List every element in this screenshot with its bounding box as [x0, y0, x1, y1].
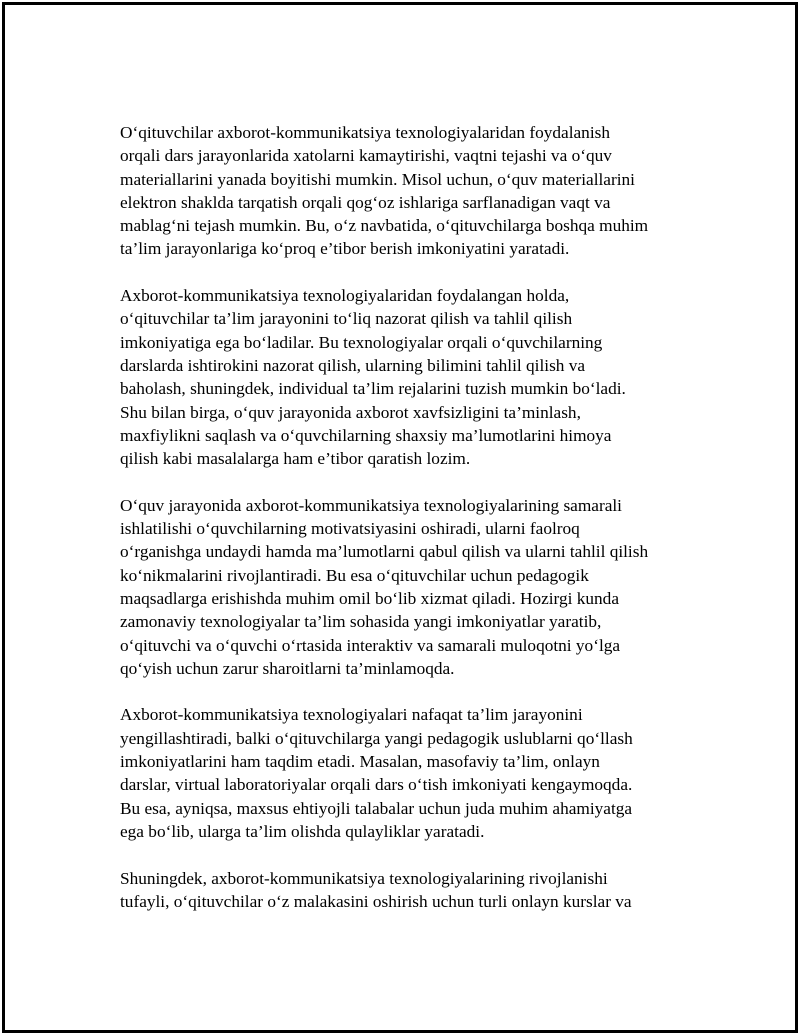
- paragraph-line: ega bo‘lib, ularga ta’lim olishda qulayliklar yaratadi.: [120, 821, 485, 841]
- paragraph-line: qo‘yish uchun zarur sharoitlarni ta’minlamoqda.: [120, 658, 455, 678]
- paragraph-line: darslarda ishtirokini nazorat qilish, ularning bilimini tahlil qilish va: [120, 355, 586, 375]
- paragraph-3: [120, 494, 700, 680]
- paragraph-5: [120, 867, 700, 914]
- paragraph-line: Axborot-kommunikatsiya texnologiyalaridan foydalangan holda,: [120, 286, 570, 306]
- paragraph-line: Shuningdek, axborot-kommunikatsiya texnologiyalarining rivojlanishi: [120, 868, 608, 888]
- paragraph-line: yengillashtiradi, balki o‘qituvchilarga yangi pedagogik uslublarni qo‘llash: [120, 728, 633, 748]
- paragraph-line: ko‘nikmalarini rivojlantiradi. Bu esa o‘qituvchilar uchun pedagogik: [120, 565, 589, 585]
- paragraph-line: maqsadlarga erishishda muhim omil bo‘lib xizmat qiladi. Hozirgi kunda: [120, 588, 619, 608]
- page-frame: [2, 2, 798, 1033]
- paragraph-line: ta’lim jarayonlariga ko‘proq e’tibor berish imkoniyatini yaratadi.: [120, 239, 570, 259]
- paragraph-line: Axborot-kommunikatsiya texnologiyalari nafaqat ta’lim jarayonini: [120, 705, 583, 725]
- paragraph-line: O‘qituvchilar axborot-kommunikatsiya texnologiyalaridan foydalanish: [120, 123, 610, 142]
- paragraph-2: [120, 284, 700, 470]
- paragraph-line: maxfiylikni saqlash va o‘quvchilarning shaxsiy ma’lumotlarini himoya: [120, 425, 612, 445]
- paragraph-line: o‘qituvchi va o‘quvchi o‘rtasida interaktiv va samarali muloqotni yo‘lga: [120, 635, 621, 655]
- paragraph-line: darslar, virtual laboratoriyalar orqali dars o‘tish imkoniyati kengaymoqda.: [120, 775, 633, 795]
- paragraph-line: imkoniyatiga ega bo‘ladilar. Bu texnologiyalar orqali o‘quvchilarning: [120, 332, 603, 352]
- paragraph-1: [120, 121, 700, 261]
- paragraph-line: orqali dars jarayonlarida xatolarni kamaytirishi, vaqtni tejashi va o‘quv: [120, 146, 612, 166]
- paragraph-line: Bu esa, ayniqsa, maxsus ehtiyojli talabalar uchun juda muhim ahamiyatga: [120, 798, 633, 818]
- paragraph-line: O‘quv jarayonida axborot-kommunikatsiya texnologiyalarining samarali: [120, 495, 622, 515]
- paragraph-line: elektron shaklda tarqatish orqali qog‘oz ishlariga sarflanadigan vaqt va: [120, 192, 611, 212]
- paragraph-line: materiallarini yanada boyitishi mumkin. Misol uchun, o‘quv materiallarini: [120, 169, 635, 189]
- paragraph-4: [120, 703, 700, 843]
- paragraph-line: qilish kabi masalalarga ham e’tibor qaratish lozim.: [120, 449, 471, 469]
- paragraph-line: mablag‘ni tejash mumkin. Bu, o‘z navbatida, o‘qituvchilarga boshqa muhim: [120, 216, 649, 236]
- paragraph-line: ishlatilishi o‘quvchilarning motivatsiyasini oshiradi, ularni faolroq: [120, 519, 580, 539]
- paragraph-line: zamonaviy texnologiyalar ta’lim sohasida yangi imkoniyatlar yaratib,: [120, 612, 602, 632]
- paragraph-line: tufayli, o‘qituvchilar o‘z malakasini oshirish uchun turli onlayn kurslar va: [120, 891, 632, 911]
- paragraph-line: Shu bilan birga, o‘quv jarayonida axborot xavfsizligini ta’minlash,: [120, 402, 581, 422]
- paragraph-line: o‘rganishga undaydi hamda ma’lumotlarni qabul qilish va ularni tahlil qilish: [120, 542, 649, 562]
- paragraph-line: imkoniyatlarini ham taqdim etadi. Masalan, masofaviy ta’lim, onlayn: [120, 752, 600, 772]
- document-body: [120, 121, 700, 936]
- paragraph-line: baholash, shuningdek, individual ta’lim rejalarini tuzish mumkin bo‘ladi.: [120, 379, 626, 399]
- paragraph-line: o‘qituvchilar ta’lim jarayonini to‘liq nazorat qilish va tahlil qilish: [120, 309, 573, 329]
